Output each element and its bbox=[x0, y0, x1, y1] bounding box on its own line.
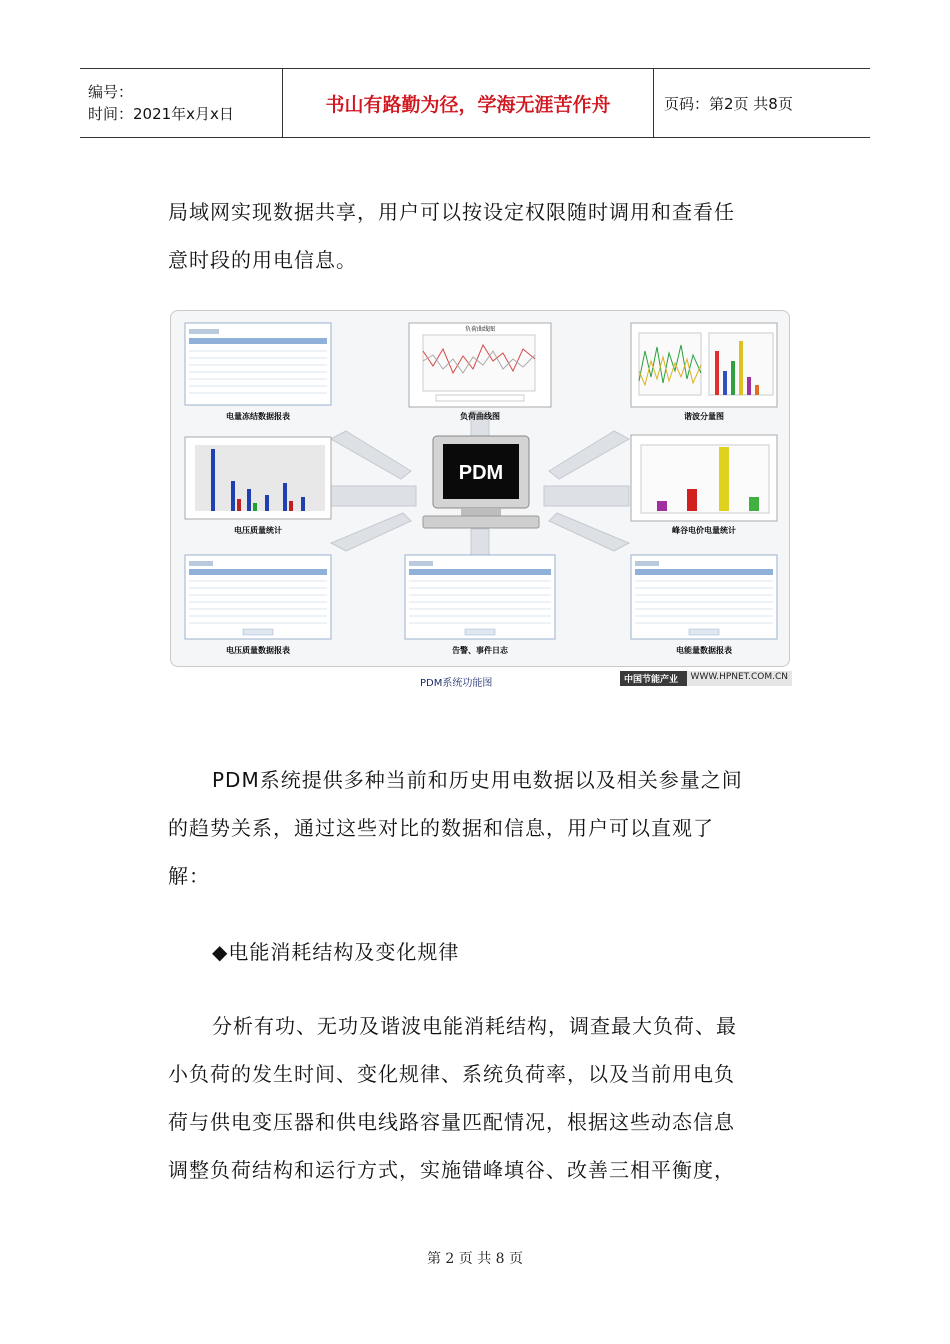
text-line: ◆电能消耗结构及变化规律 bbox=[212, 940, 460, 964]
arrow-bottom bbox=[471, 529, 489, 556]
header-meta bbox=[80, 69, 283, 137]
watermark-url: WWW.HPNET.COM.CN bbox=[687, 671, 792, 686]
text-line: 分析有功、无功及谐波电能消耗结构，调查最大负荷、最 bbox=[212, 1014, 737, 1038]
panel-load-curve bbox=[409, 323, 551, 421]
text-line: 的趋势关系，通过这些对比的数据和信息，用户可以直观了 bbox=[168, 816, 714, 840]
footer-page-number: 第 2 页 共 8 页 bbox=[426, 1251, 524, 1267]
text-line: 解： bbox=[168, 864, 210, 888]
panel-label: 电压质量统计 bbox=[234, 526, 282, 535]
paragraph-1 bbox=[168, 188, 788, 284]
panel-alarm-log bbox=[405, 555, 555, 655]
motto-text: 书山有路勤为径，学海无涯苦作舟 bbox=[325, 93, 611, 116]
bullet-heading bbox=[168, 928, 788, 976]
text-line: 意时段的用电信息。 bbox=[168, 248, 357, 272]
text-line: 小负荷的发生时间、变化规律、系统负荷率，以及当前用电负 bbox=[168, 1062, 735, 1086]
panel-label: 电能量数据报表 bbox=[676, 646, 732, 655]
header-page-number bbox=[654, 69, 870, 137]
text-line: 局域网实现数据共享，用户可以按设定权限随时调用和查看任 bbox=[168, 200, 735, 224]
source-watermark bbox=[620, 671, 792, 698]
text-line: PDM系统提供多种当前和历史用电数据以及相关参量之间 bbox=[212, 768, 743, 792]
watermark-name: 中国节能产业网 bbox=[620, 671, 687, 686]
panel-label: 负荷曲线图 bbox=[460, 412, 500, 421]
arrow-top-right bbox=[549, 431, 629, 479]
page-number-text: 页码：第2页 共8页 bbox=[664, 94, 793, 113]
pdm-label: PDM bbox=[458, 462, 504, 484]
arrow-left bbox=[331, 486, 416, 506]
diagram-svg bbox=[171, 311, 789, 666]
panel-peak-valley bbox=[631, 435, 777, 535]
arrow-bottom-left bbox=[331, 513, 411, 551]
chart-title: 负荷曲线图 bbox=[464, 326, 496, 333]
paragraph-3 bbox=[168, 1002, 788, 1194]
page-footer bbox=[0, 1248, 950, 1268]
panel-label: 谐波分量图 bbox=[684, 412, 724, 421]
panel-energy-report bbox=[631, 555, 777, 655]
figure-caption: PDM系统功能图 bbox=[420, 678, 493, 689]
header-motto bbox=[283, 69, 654, 137]
panel-energy-freeze bbox=[185, 323, 331, 421]
panel-harmonic bbox=[631, 323, 777, 421]
page-header bbox=[80, 68, 870, 138]
paragraph-2 bbox=[168, 756, 788, 900]
arrow-right bbox=[544, 486, 629, 506]
arrow-bottom-right bbox=[549, 513, 629, 551]
panel-voltage-stats bbox=[185, 437, 331, 535]
document-date: 时间：2021年x月x日 bbox=[88, 105, 234, 123]
text-line: 荷与供电变压器和供电线路容量匹配情况，根据这些动态信息 bbox=[168, 1110, 735, 1134]
panel-label: 峰谷电价电量统计 bbox=[672, 526, 736, 535]
panel-voltage-report bbox=[185, 555, 331, 655]
panel-label: 电量冻结数据报表 bbox=[226, 412, 290, 421]
arrow-top-left bbox=[331, 431, 411, 479]
pdm-computer bbox=[423, 436, 539, 528]
panel-label: 电压质量数据报表 bbox=[226, 646, 290, 655]
text-line: 调整负荷结构和运行方式，实施错峰填谷、改善三相平衡度， bbox=[168, 1158, 735, 1182]
panel-label: 告警、事件日志 bbox=[452, 646, 508, 655]
pdm-function-diagram bbox=[170, 310, 790, 667]
document-number: 编号： bbox=[88, 83, 134, 101]
